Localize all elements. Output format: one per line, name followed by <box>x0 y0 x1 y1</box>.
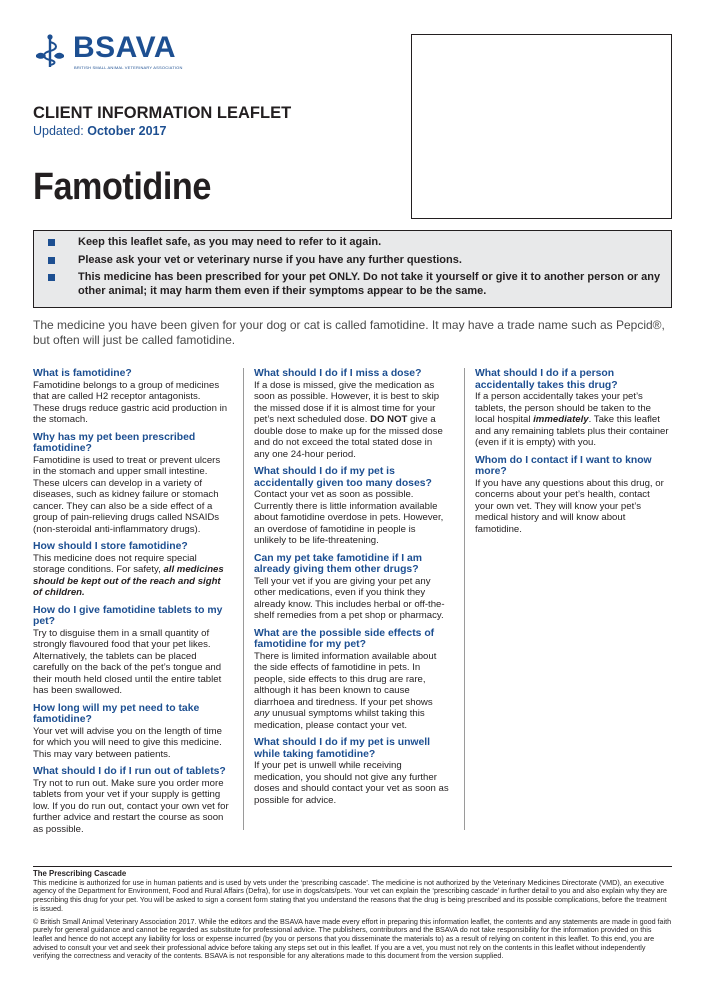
updated-label: Updated: <box>33 124 84 138</box>
updated-line <box>33 124 166 138</box>
section-body-emphasis: DO NOT <box>370 414 408 425</box>
notice-text: Please ask your vet or veterinary nurse if you have any further questions. <box>78 253 462 266</box>
column-divider <box>464 368 465 830</box>
section-heading: How should I store famotidine? <box>33 541 188 552</box>
section-body: If you have any questions about this drug, or concerns about your pet’s health, contact your own vet. They will know your pet’s medical history and will know about famotidine. <box>475 477 664 535</box>
cascade-title: The Prescribing Cascade <box>33 869 127 878</box>
section-heading: Why has my pet been prescribed famotidine? <box>33 431 196 454</box>
section-heading: What should I do if my pet is accidentally given too many doses? <box>254 466 432 489</box>
section-body-emphasis: immediately <box>533 414 589 425</box>
section-body: Famotidine belongs to a group of medicines that are called H2 receptor antagonists. These drugs reduce gastric acid production in the stomach. <box>33 379 228 425</box>
staff-of-asclepius-icon <box>33 33 67 69</box>
footer-divider <box>33 866 672 867</box>
section-body-text: There is limited information available about the side effects of famotidine in pets. In people, side effects to this drug are rare, although it has been known to cause diarrhoea and tiredness. If your pet shows <box>254 650 437 708</box>
drug-name-title: Famotidine <box>33 166 211 208</box>
square-bullet-icon <box>48 239 55 246</box>
section-body <box>475 391 671 449</box>
column-1 <box>33 368 229 841</box>
section-body-emphasis: any <box>254 708 270 719</box>
section-body-text: This medicine does not require special storage conditions. For safety, <box>33 552 197 575</box>
notice-item <box>48 254 661 268</box>
section-body: If your pet is unwell while receiving medication, you should not give any further doses and should contact your vet as soon as possible for advice. <box>254 760 449 806</box>
section-heading: What should I do if I miss a dose? <box>254 368 422 379</box>
section-body-text: unusual symptoms whilst taking this medication, please contact your vet. <box>254 708 425 731</box>
section-body-text: . Take this leaflet and any remaining tablets plus their container (even if it is empty) with you. <box>475 414 669 448</box>
brand-name: BSAVA <box>73 31 177 64</box>
notice-item <box>48 236 661 250</box>
bsava-logo <box>33 31 193 71</box>
footer <box>33 870 672 965</box>
section-heading: How long will my pet need to take famotidine? <box>33 702 200 725</box>
section-heading: Can my pet take famotidine if I am already giving them other drugs? <box>254 552 423 575</box>
section-body-text: give a double dose to make up for the missed dose and do not exceed the total stated dose in any one 24-hour period. <box>254 414 443 460</box>
cascade-text: This medicine is authorized for use in human patients and is used by vets under the ‘prescribing cascade’. The medicine is not authorized by the Veterinary Medicines Directorate (VMD), an executive agency of the Department for Environment, Food and Rural Affairs (Defra), for use in dogs/cats/pets. Your vet can explain the ‘prescribing cascade’ in further detail to you and also explain why they are prescribing this drug for your pet. You will be asked to sign a consent form stating that you understand the reasons that the drug is being prescribed and its possible complications, before the treatment is issued. <box>33 877 668 913</box>
section-body-text: If a person accidentally takes your pet’s tablets, the person should be taken to the local hospital <box>475 391 652 425</box>
section-body: Try not to run out. Make sure you order more tablets from your vet if your supply is getting low. If you do run out, contact your own vet for further advice and restart the course as soon as possible. <box>33 777 229 835</box>
notice-text: This medicine has been prescribed for your pet ONLY. Do not take it yourself or give it to another person or any other animal; it may harm them even if their symptoms appear to be the same. <box>78 271 661 297</box>
section-body: Famotidine is used to treat or prevent ulcers in the stomach and upper small intestine. These ulcers can develop in a variety of diseases, such as kidney failure or stomach cancer. They can also be a side effect of a group of pain-relieving drugs called NSAIDs (non-steroidal anti-inflammatory drugs). <box>33 454 221 535</box>
section-body: Try to disguise them in a small quantity of strongly flavoured food that your pet likes. Alternatively, the tablets can be placed carefully on the back of the pet’s tongue and their mouth held closed until the entire tablet has been swallowed. <box>33 627 222 696</box>
section-body: Contact your vet as soon as possible. Currently there is little information available about famotidine overdose in pets. However, an overdose of famotidine in people is unlikely to be life-threatening. <box>254 489 444 546</box>
brand-subtitle: BRITISH SMALL ANIMAL VETERINARY ASSOCIATION <box>74 65 183 70</box>
section-body <box>254 380 450 461</box>
section-heading: What are the possible side effects of famotidine for my pet? <box>254 627 435 650</box>
column-divider <box>243 368 244 830</box>
dispensing-label-box <box>411 34 672 219</box>
notice-item <box>48 271 661 298</box>
section-body: Your vet will advise you on the length of time for which you will need to give this medicine. This may vary between patients. <box>33 725 222 760</box>
section-body-text: If a dose is missed, give the medication as soon as possible. However, it is best to skip the missed dose if it is almost time for your pet’s next scheduled dose. <box>254 379 440 425</box>
column-3 <box>475 368 671 541</box>
section-heading: What is famotidine? <box>33 368 132 379</box>
notice-box <box>33 230 672 308</box>
section-heading: What should I do if I run out of tablets? <box>33 766 226 777</box>
section-heading: What should I do if my pet is unwell while taking famotidine? <box>254 737 431 760</box>
section-heading: Whom do I contact if I want to know more? <box>475 454 652 477</box>
notice-text: Keep this leaflet safe, as you may need to refer to it again. <box>78 236 382 248</box>
section-body <box>33 553 229 599</box>
section-body-emphasis: all medicines should be kept out of the reach and sight of children. <box>33 564 224 598</box>
updated-date: October 2017 <box>87 124 167 138</box>
intro-paragraph: The medicine you have been given for your dog or cat is called famotidine. It may have a trade name such as Pepcid®, but often will just be called famotidine. <box>33 318 665 347</box>
leaflet-title: CLIENT INFORMATION LEAFLET <box>33 104 292 122</box>
section-body: Tell your vet if you are giving your pet any other medications, even if you think they already know. This includes herbal or off-the-shelf remedies from a pet shop or pharmacy. <box>254 575 445 621</box>
square-bullet-icon <box>48 257 55 264</box>
copyright-text: © British Small Animal Veterinary Association 2017. While the editors and the BSAVA have made every effort in preparing this information leaflet, the contents and any statements are made in good faith purely for general guidance and cannot be regarded as substitute for professional advice. The publishers, contributors and the BSAVA do not take responsibility for the information provided on this leaflet and hence do not accept any liability for loss or expense incurred (by you or persons that you disseminate the materials to) as a result of relying on content in this leaflet. To this end, you are advised to consult your vet and seek their professional advice before taking any steps set out in this leaflet. If you are a vet, you must not rely on the contents in this leaflet without independently verifying the correctness and veracity of the contents. BSAVA is not responsible for any alterations made to this document from the version supplied. <box>33 916 672 961</box>
section-heading: What should I do if a person accidentally takes this drug? <box>475 368 618 391</box>
section-heading: How do I give famotidine tablets to my pet? <box>33 604 223 627</box>
square-bullet-icon <box>48 274 55 281</box>
section-body <box>254 651 450 732</box>
column-2 <box>254 368 450 812</box>
